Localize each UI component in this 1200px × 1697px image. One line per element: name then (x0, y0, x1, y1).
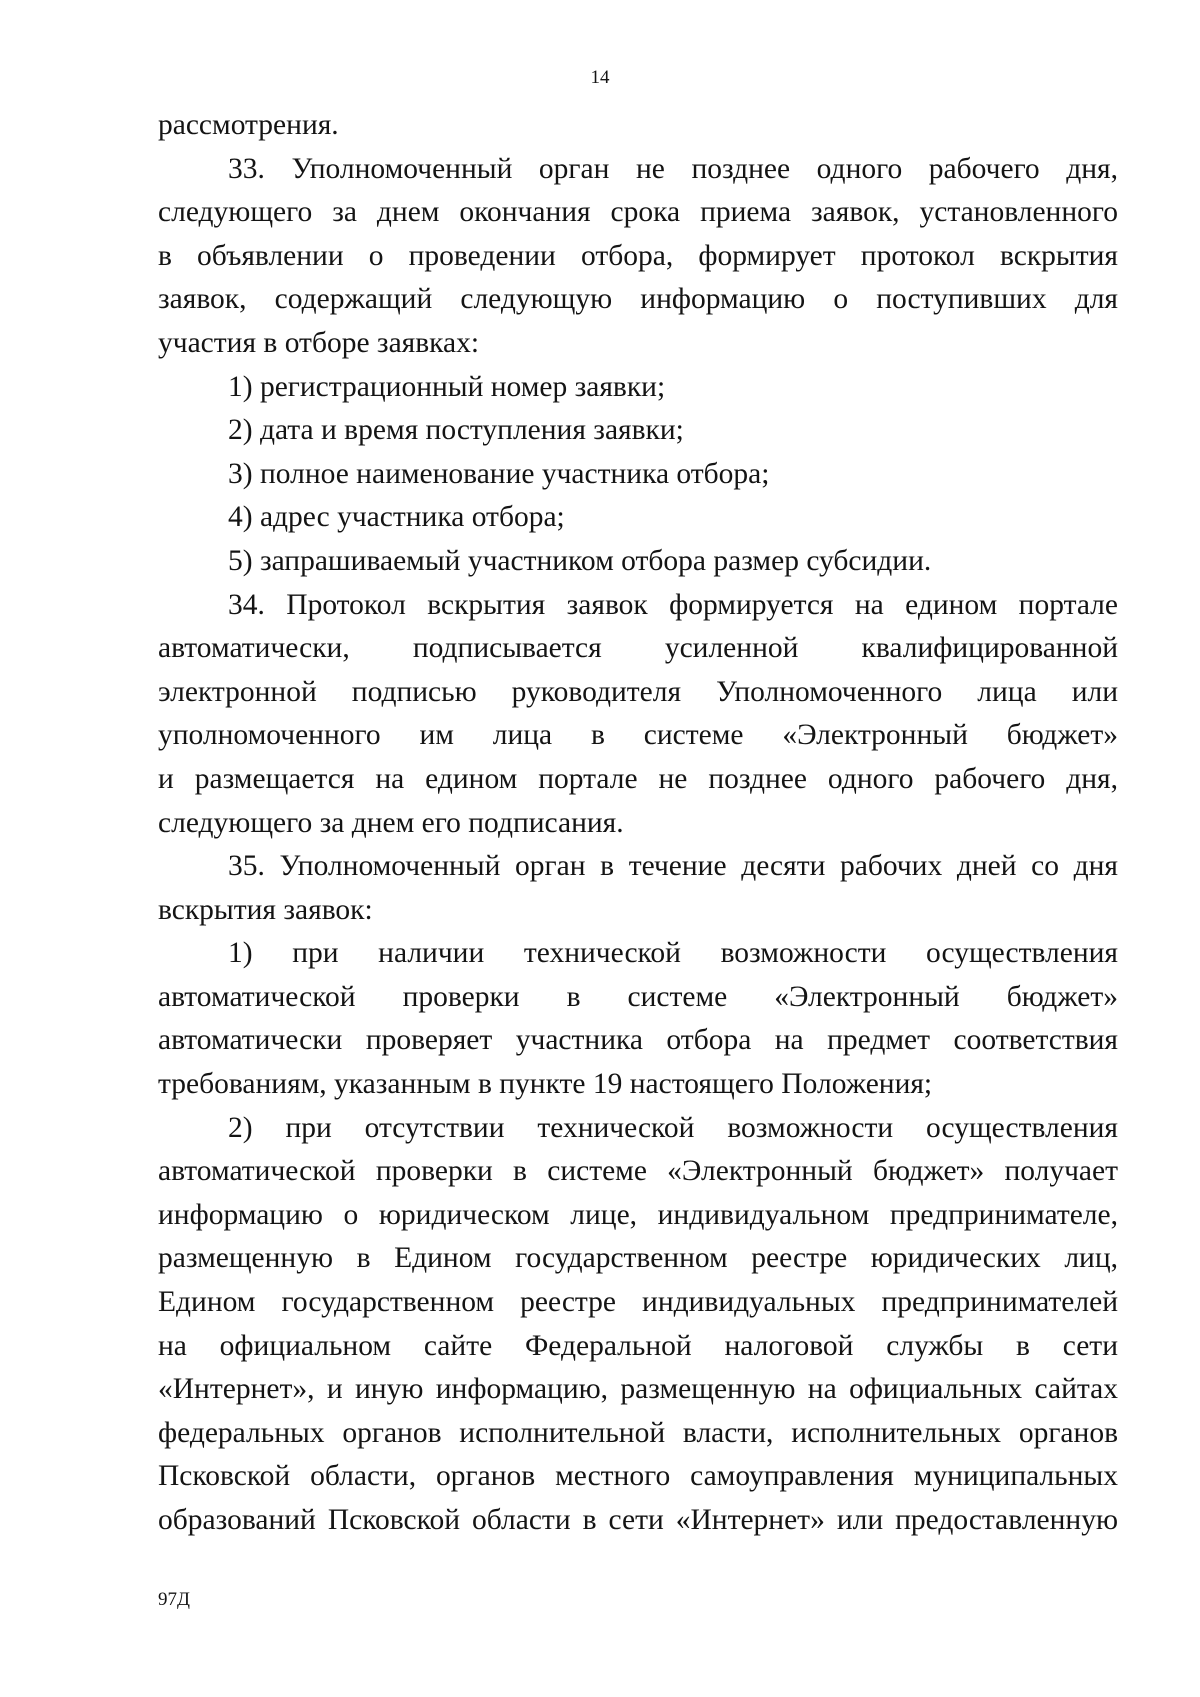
text-line: рассмотрения. (158, 109, 339, 141)
text-line: в объявлении о проведении отбора, формирует протокол вскрытия (158, 239, 1118, 272)
text-line: автоматически, подписывается усиленной квалифицированной (158, 632, 1118, 665)
text-line: автоматической проверки в системе «Электронный бюджет» (158, 980, 1118, 1013)
text-line: информацию о юридическом лице, индивидуальном предпринимателе, (158, 1198, 1118, 1231)
text-line: уполномоченного им лица в системе «Электронный бюджет» (158, 719, 1118, 752)
text-line: 5) запрашиваемый участником отбора размер субсидии. (228, 544, 932, 577)
text-line: требованиям, указанным в пункте 19 настоящего Положения; (158, 1068, 933, 1101)
text-line: 1) при наличии технической возможности осуществления (228, 937, 1118, 970)
text-line: «Интернет», и иную информацию, размещенную на официальных сайтах (158, 1373, 1118, 1406)
text-line: автоматической проверки в системе «Электронный бюджет» получает (158, 1155, 1118, 1188)
text-line: на официальном сайте Федеральной налоговой службы в сети (158, 1329, 1118, 1362)
text-line: вскрытия заявок: (158, 893, 373, 926)
text-line: 4) адрес участника отбора; (228, 501, 565, 534)
text-line: 3) полное наименование участника отбора; (228, 457, 770, 490)
text-line: следующего за днем окончания срока приема заявок, установленного (158, 196, 1118, 229)
text-line: и размещается на едином портале не позднее одного рабочего дня, (158, 762, 1118, 795)
text-line: размещенную в Едином государственном реестре юридических лиц, (158, 1242, 1118, 1275)
text-line: 35. Уполномоченный орган в течение десяти рабочих дней со дня (228, 850, 1118, 883)
text-line: заявок, содержащий следующую информацию о поступивших для (158, 283, 1118, 316)
text-line: следующего за днем его подписания. (158, 806, 624, 839)
text-line: автоматически проверяет участника отбора на предмет соответствия (158, 1024, 1118, 1057)
text-line: Псковской области, органов местного самоуправления муниципальных (158, 1460, 1118, 1493)
text-line: 34. Протокол вскрытия заявок формируется на едином портале (228, 588, 1118, 621)
text-line: электронной подписью руководителя Уполномоченного лица или (158, 675, 1118, 708)
text-line: 1) регистрационный номер заявки; (228, 370, 666, 403)
document-body (158, 104, 1118, 1543)
footer-code: 97Д (158, 1589, 190, 1610)
text-line: федеральных органов исполнительной власти, исполнительных органов (158, 1416, 1118, 1449)
text-line: Едином государственном реестре индивидуальных предпринимателей (158, 1286, 1118, 1319)
page-number: 14 (590, 67, 610, 88)
text-line: 33. Уполномоченный орган не позднее одного рабочего дня, (228, 152, 1118, 185)
text-line: участия в отборе заявках: (158, 326, 480, 359)
text-line: 2) дата и время поступления заявки; (228, 414, 684, 447)
text-line: 2) при отсутствии технической возможности осуществления (228, 1111, 1118, 1144)
text-line: образований Псковской области в сети «Интернет» или предоставленную (158, 1504, 1118, 1536)
